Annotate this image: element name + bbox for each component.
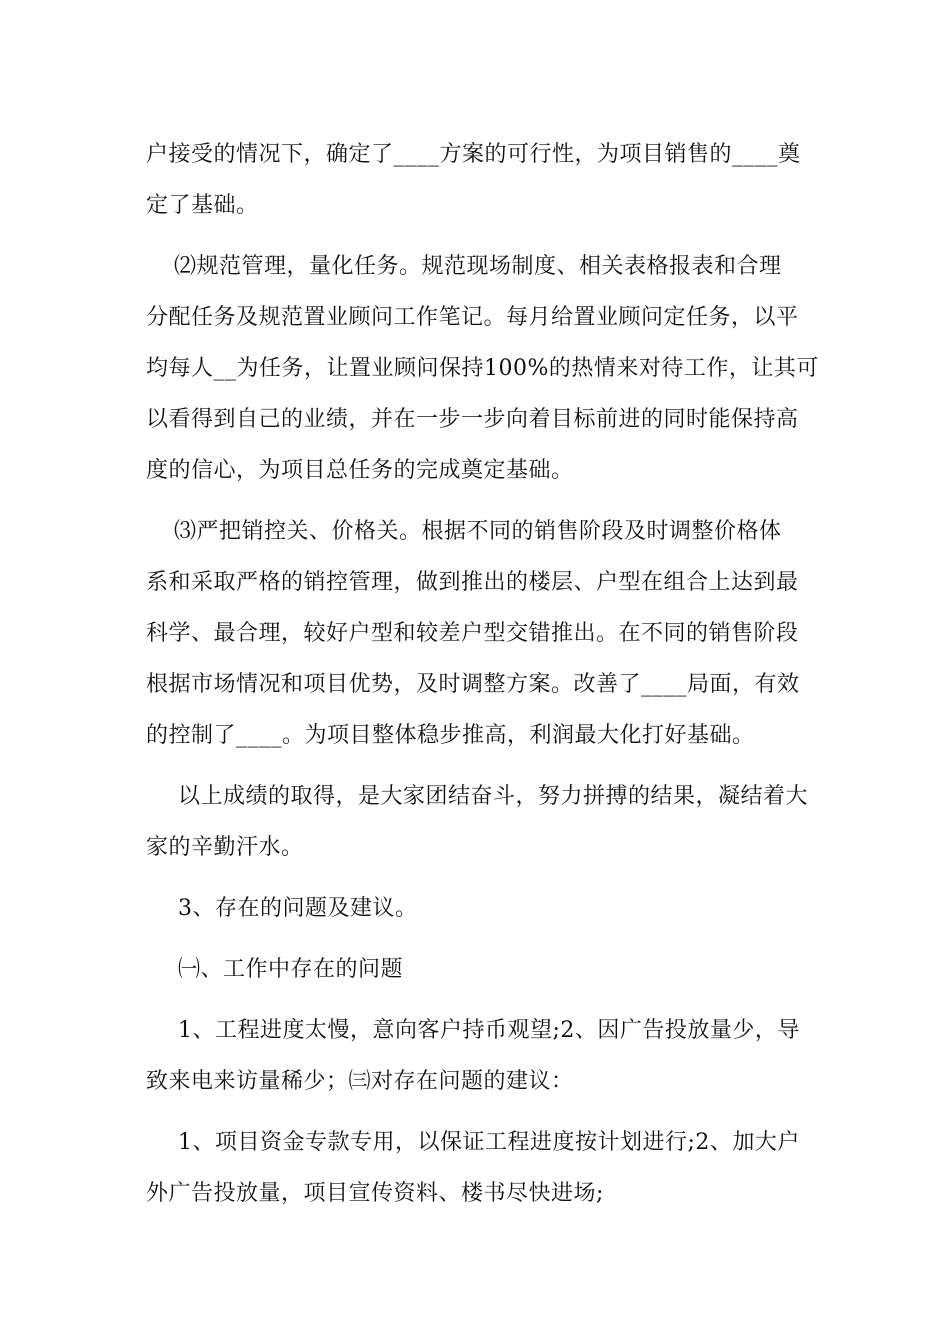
paragraph-problems (146, 1005, 806, 1107)
text-line: 致来电来访量稀少；㈢对存在问题的建议： (146, 1069, 574, 1094)
paragraph-1 (146, 129, 806, 231)
paragraph-4 (146, 771, 809, 873)
text-line: 家的辛勤汗水。 (146, 835, 304, 860)
text-line: 外广告投放量，项目宣传资料、楼书尽快进场; (146, 1181, 604, 1206)
subsection-heading (146, 944, 806, 995)
text-line: 3、存在的问题及建议。 (178, 896, 418, 921)
text-line: 科学、最合理，较好户型和较差户型交错推出。在不同的销售阶段 (146, 621, 799, 646)
paragraph-suggestions (146, 1117, 806, 1219)
text-line: 度的信心，为项目总任务的完成奠定基础。 (146, 458, 574, 483)
text-line: 根据市场情况和项目优势，及时调整方案。改善了____局面，有效 (146, 672, 800, 697)
text-line: 以看得到自己的业绩，并在一步一步向着目标前进的同时能保持高 (146, 407, 799, 432)
text-line: ⑵规范管理，量化任务。规范现场制度、相关表格报表和合理 (174, 254, 782, 279)
text-line: 户接受的情况下，确定了____方案的可行性，为项目销售的____奠 (146, 142, 801, 167)
text-line: 均每人__为任务，让置业顾问保持100%的热情来对待工作，让其可 (146, 356, 819, 381)
document-body (146, 129, 819, 1229)
paragraph-3 (146, 506, 806, 761)
text-line: ⑶严把销控关、价格关。根据不同的销售阶段及时调整价格体 (174, 519, 782, 544)
text-line: 1、项目资金专款专用，以保证工程进度按计划进行;2、加大户 (178, 1130, 800, 1155)
text-line: 系和采取严格的销控管理，做到推出的楼层、户型在组合上达到最 (146, 570, 799, 595)
text-line: ㈠、工作中存在的问题 (178, 957, 404, 982)
text-line: 定了基础。 (146, 193, 259, 218)
text-line: 的控制了____。为项目整体稳步推高，利润最大化打好基础。 (146, 723, 755, 748)
text-line: 以上成绩的取得，是大家团结奋斗，努力拼搏的结果，凝结着大 (178, 784, 809, 809)
paragraph-2 (146, 241, 819, 496)
section-heading (146, 883, 806, 934)
text-line: 分配任务及规范置业顾问工作笔记。每月给置业顾问定任务，以平 (146, 305, 799, 330)
text-line: 1、工程进度太慢，意向客户持币观望;2、因广告投放量少，导 (178, 1018, 800, 1043)
